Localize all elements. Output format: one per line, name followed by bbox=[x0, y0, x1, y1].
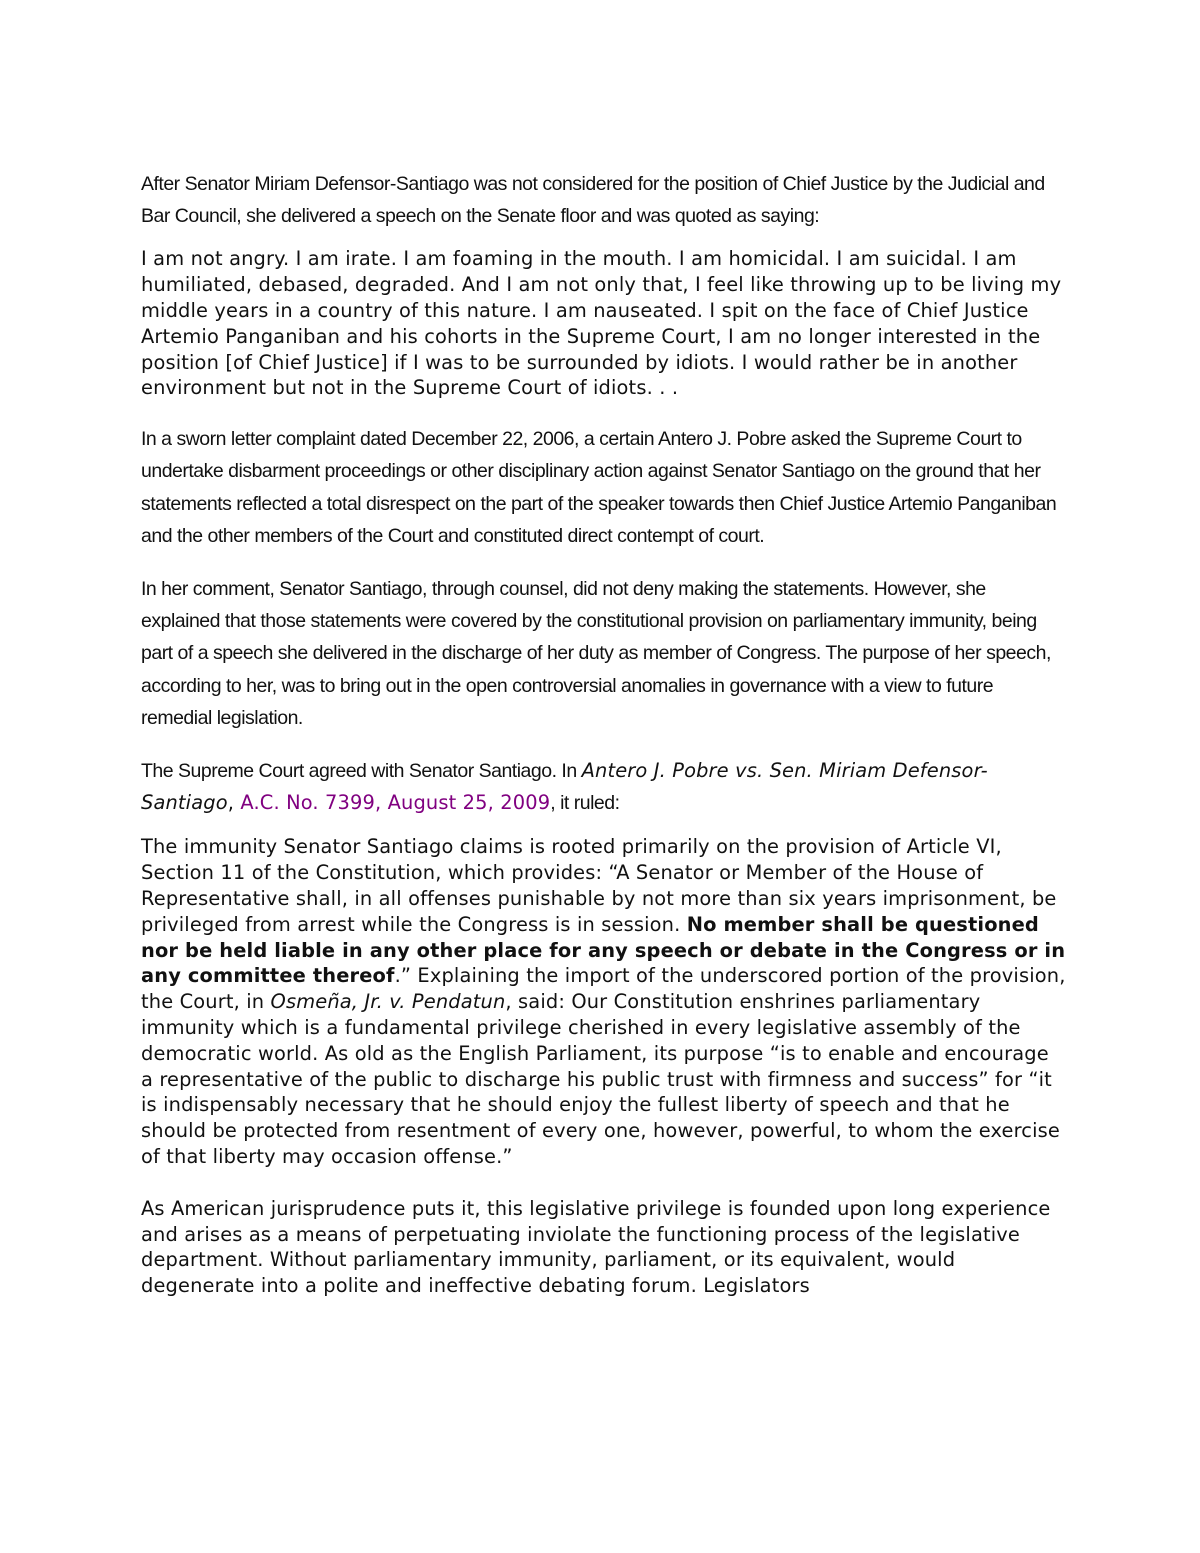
ruling-quote-part1: The immunity Senator Santiago claims is rooted primarily on the provision of Article VI, Section 11 of the Constitution, which provides: “A Senator or Member of the House of Representative shall, in all offenses punishable by not more than six years imprisonment, be privileged from arrest while the Congress is in session. bbox=[141, 835, 1057, 936]
document-body bbox=[141, 168, 1066, 1299]
case-title-comma: , bbox=[227, 791, 241, 815]
intro-paragraph: After Senator Miriam Defensor-Santiago was not considered for the position of Chief Justice by the Judicial and Bar Council, she delivered a speech on the Senate floor and was quoted as saying: bbox=[141, 173, 1045, 228]
ruling-quote bbox=[141, 834, 1066, 1169]
ruling-intro-lead: The Supreme Court agreed with Senator Santiago. In bbox=[141, 760, 582, 783]
jurisprudence-paragraph: As American jurisprudence puts it, this legislative privilege is founded upon long experience and arises as a means of perpetuating inviolate the functioning process of the legislative department. Without parliamentary immunity, parliament, or its equivalent, would degenerate into a polite and ineffective debating forum. Legislators bbox=[141, 1196, 1051, 1298]
osmena-case-title: Osmeña, Jr. v. Pendatun bbox=[270, 990, 506, 1014]
case-title: Antero J. Pobre vs. Sen. Miriam Defensor-Santiago bbox=[141, 759, 988, 815]
case-citation-link[interactable]: A.C. No. 7399, August 25, 2009 bbox=[240, 791, 551, 815]
ruling-intro-paragraph bbox=[141, 755, 1066, 819]
complaint-paragraph: In a sworn letter complaint dated December 22, 2006, a certain Antero J. Pobre asked the Supreme Court to undertake disbarment proceedings or other disciplinary action against Senator Santiago on the ground that her statements reflected a total disrespect on the part of the speaker towards then Chief Justice Artemio Panganiban and the other members of the Court and constituted direct contempt of court. bbox=[141, 428, 1057, 547]
speech-quote: I am not angry. I am irate. I am foaming in the mouth. I am homicidal. I am suicidal. I am humiliated, debased, degraded. And I am not only that, I feel like throwing up to be living my middle years in a country of this nature. I am nauseated. I spit on the face of Chief Justice Artemio Panganiban and his cohorts in the Supreme Court, I am no longer interested in the position [of Chief Justice] if I was to be surrounded by idiots. I would rather be in another environment but not in the Supreme Court of idiots. . . bbox=[141, 247, 1062, 400]
ruling-quote-part3: , said: Our Constitution enshrines parliamentary immunity which is a fundamental privilege cherished in every legislative assembly of the democratic world. As old as the English Parliament, its purpose “is to enable and encourage a representative of the public to discharge his public trust with firmness and success” for “it is indispensably necessary that he should enjoy the fullest liberty of speech and that he should be protected from resentment of every one, however, powerful, to whom the exercise of that liberty may occasion offense.” bbox=[141, 990, 1060, 1168]
comment-paragraph: In her comment, Senator Santiago, through counsel, did not deny making the statements. However, she explained that those statements were covered by the constitutional provision on parliamentary immunity, being part of a speech she delivered in the discharge of her duty as member of Congress. The purpose of her speech, according to her, was to bring out in the open controversial anomalies in governance with a view to future remedial legislation. bbox=[141, 578, 1051, 729]
ruling-quote-bold: No member shall be questioned nor be held liable in any other place for any speech or debate in the Congress or in any committee thereof bbox=[141, 912, 1066, 988]
ruling-intro-tail: , it ruled: bbox=[550, 792, 620, 815]
ruling-quote-part2: .” Explaining the import of the underscored portion of the provision, the Court, in bbox=[141, 964, 1066, 1014]
